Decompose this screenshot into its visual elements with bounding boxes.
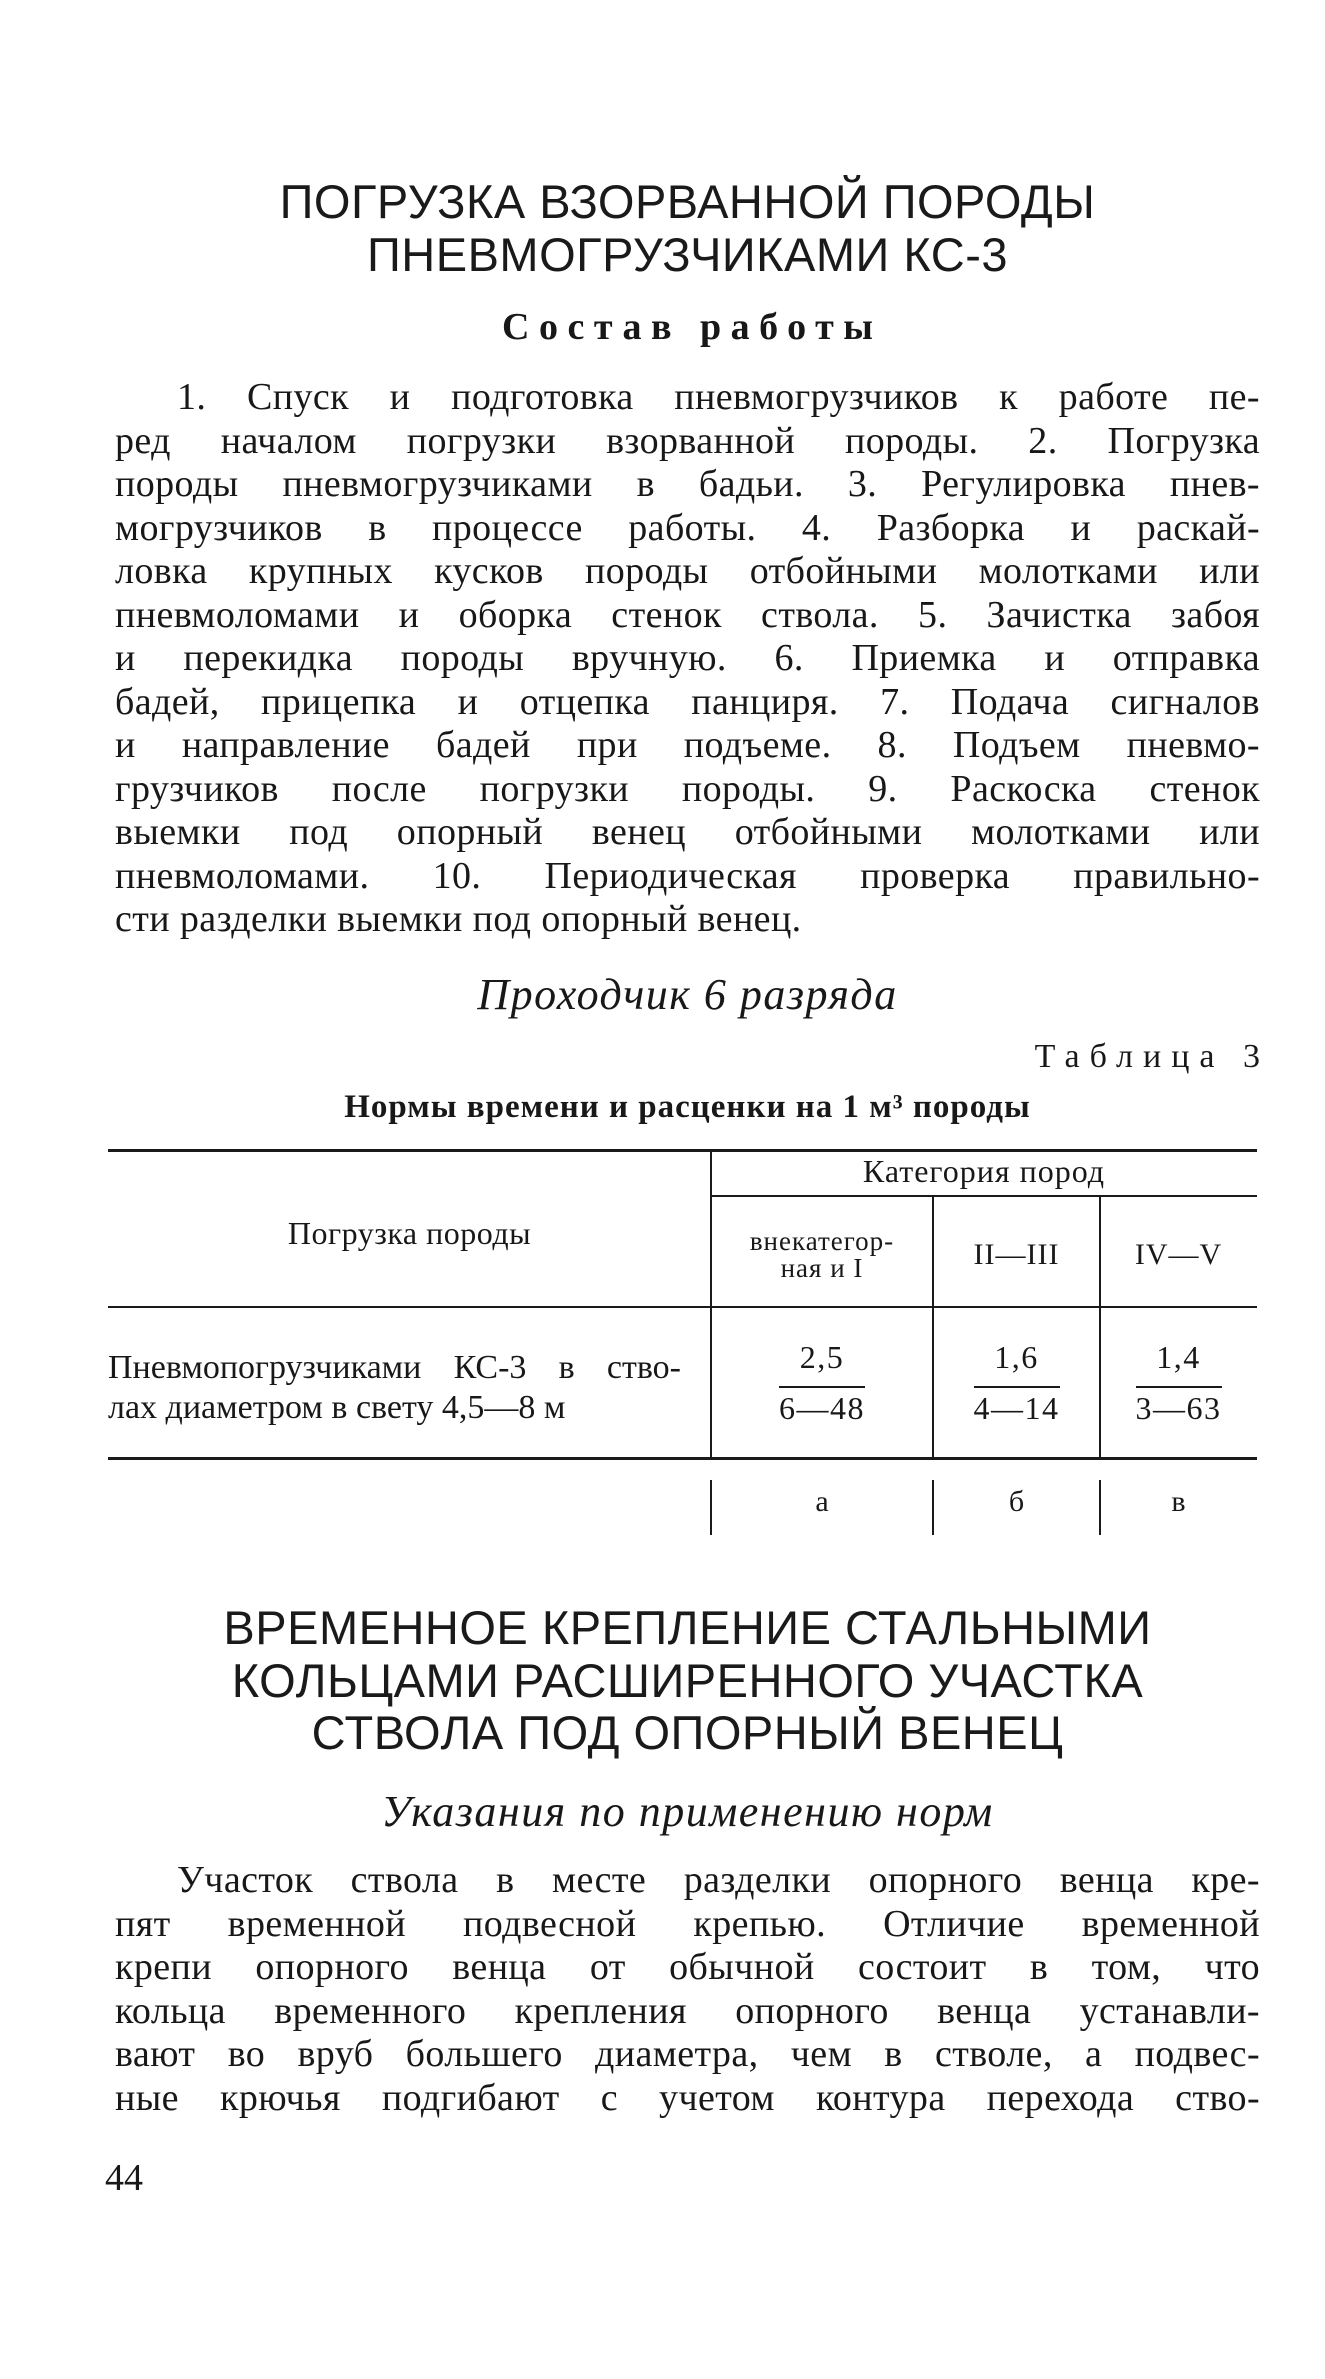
work-composition-paragraph [115,376,1260,942]
paragraph-line: и перекидка породы вручную. 6. Приемка и отправка [115,637,1260,679]
section-title [115,176,1260,281]
section-title [115,1602,1260,1760]
column-header [711,1203,933,1307]
work-composition-heading: Состав работы [502,306,883,348]
paragraph-line: Участок ствола в месте разделки опорного венца кре- [177,1859,1260,1901]
paragraph-line: ловка крупных кусков породы отбойными молотками или [115,550,1260,592]
paragraph-line: выемки под опорный венец отбойными молотками или [115,811,1260,853]
paragraph-line: вают во вруб большего диаметра, чем в стволе, а подвес- [115,2033,1260,2075]
paragraph-line: пят временной подвесной крепью. Отличие временной [115,1902,1260,1945]
paragraph-line: и направление бадей при подъеме. 8. Подъем пневмо- [115,724,1260,766]
row-label-line: лах диаметром в свету 4,5—8 м [108,1389,566,1426]
norms-table [108,1149,1257,1539]
guidance-heading: Указания по применению норм [381,1787,994,1836]
norm-fraction [1136,1337,1222,1428]
group-header-rule [711,1195,1257,1197]
column-header-line: IV—V [1134,1238,1223,1271]
column-header-line: ная и I [780,1253,864,1283]
column-index: б [1008,1485,1025,1518]
table-bottom-rule [108,1457,1257,1460]
row-header: Погрузка породы [287,1215,532,1251]
time-norm: 1,6 [974,1337,1060,1388]
paragraph-line: 1. Спуск и подготовка пневмогрузчиков к работе пе- [177,376,1260,418]
paragraph-line: ред началом погрузки взорванной породы. 2. Погрузка [115,419,1260,462]
section-title-line: ПОГРУЗКА ВЗОРВАННОЙ ПОРОДЫ [279,175,1096,228]
table-caption: Нормы времени и расценки на 1 м³ породы [344,1089,1031,1125]
time-norm: 2,5 [779,1337,865,1388]
paragraph-line: грузчиков после погрузки породы. 9. Раскоска стенок [115,767,1260,810]
norm-fraction [974,1337,1060,1428]
rate: 4—14 [973,1390,1060,1426]
guidance-paragraph [115,1859,1260,2120]
section-title-line: ПНЕВМОГРУЗЧИКАМИ КС-3 [367,227,1008,281]
paragraph-line: породы пневмогрузчиками в бадьи. 3. Регулировка пнев- [115,463,1260,505]
section-title-line: КОЛЬЦАМИ РАСШИРЕННОГО УЧАСТКА [231,1653,1144,1707]
row-label-line: Пневмопогрузчиками КС-3 в ство- [108,1349,681,1386]
paragraph-line: крепи опорного венца от обычной состоит в том, что [115,1946,1260,1988]
column-index: в [1171,1485,1186,1518]
column-header [1100,1203,1257,1307]
paragraph-line: сти разделки выемки под опорный венец. [115,898,802,940]
section-title-line: СТВОЛА ПОД ОПОРНЫЙ ВЕНЕЦ [311,1706,1064,1759]
paragraph-line: кольца временного крепления опорного венца устанавли- [115,1989,1260,2032]
section-title-line: ВРЕМЕННОЕ КРЕПЛЕНИЕ СТАЛЬНЫМИ [223,1601,1152,1654]
norm-cell [1100,1337,1257,1428]
paragraph-line: могрузчиков в процессе работы. 4. Разборка и раскай- [115,506,1260,549]
table-number: Таблица 3 [1034,1038,1270,1075]
norm-cell [711,1337,933,1428]
column-header-line: внекатегор- [749,1226,895,1256]
group-header: Категория пород [862,1153,1106,1189]
paragraph-line: пневмоломами и оборка стенок ствола. 5. Зачистка забоя [115,593,1260,636]
worker-grade: Проходчик 6 разряда [477,970,898,1019]
time-norm: 1,4 [1136,1337,1222,1388]
column-index: а [815,1485,829,1518]
paragraph-line: пневмоломами. 10. Периодическая проверка правильно- [115,854,1260,897]
norm-cell [933,1337,1100,1428]
paragraph-line: ные крючья подгибают с учетом контура перехода ство- [115,2076,1260,2119]
norm-fraction [779,1337,865,1428]
rate: 6—48 [779,1390,865,1426]
rate: 3—63 [1135,1390,1222,1426]
column-header [933,1203,1100,1307]
column-header-line: II—III [973,1238,1060,1271]
row-label [108,1348,681,1428]
page-number: 44 [105,2157,143,2199]
paragraph-line: бадей, прицепка и отцепка панциря. 7. Подача сигналов [115,680,1260,723]
